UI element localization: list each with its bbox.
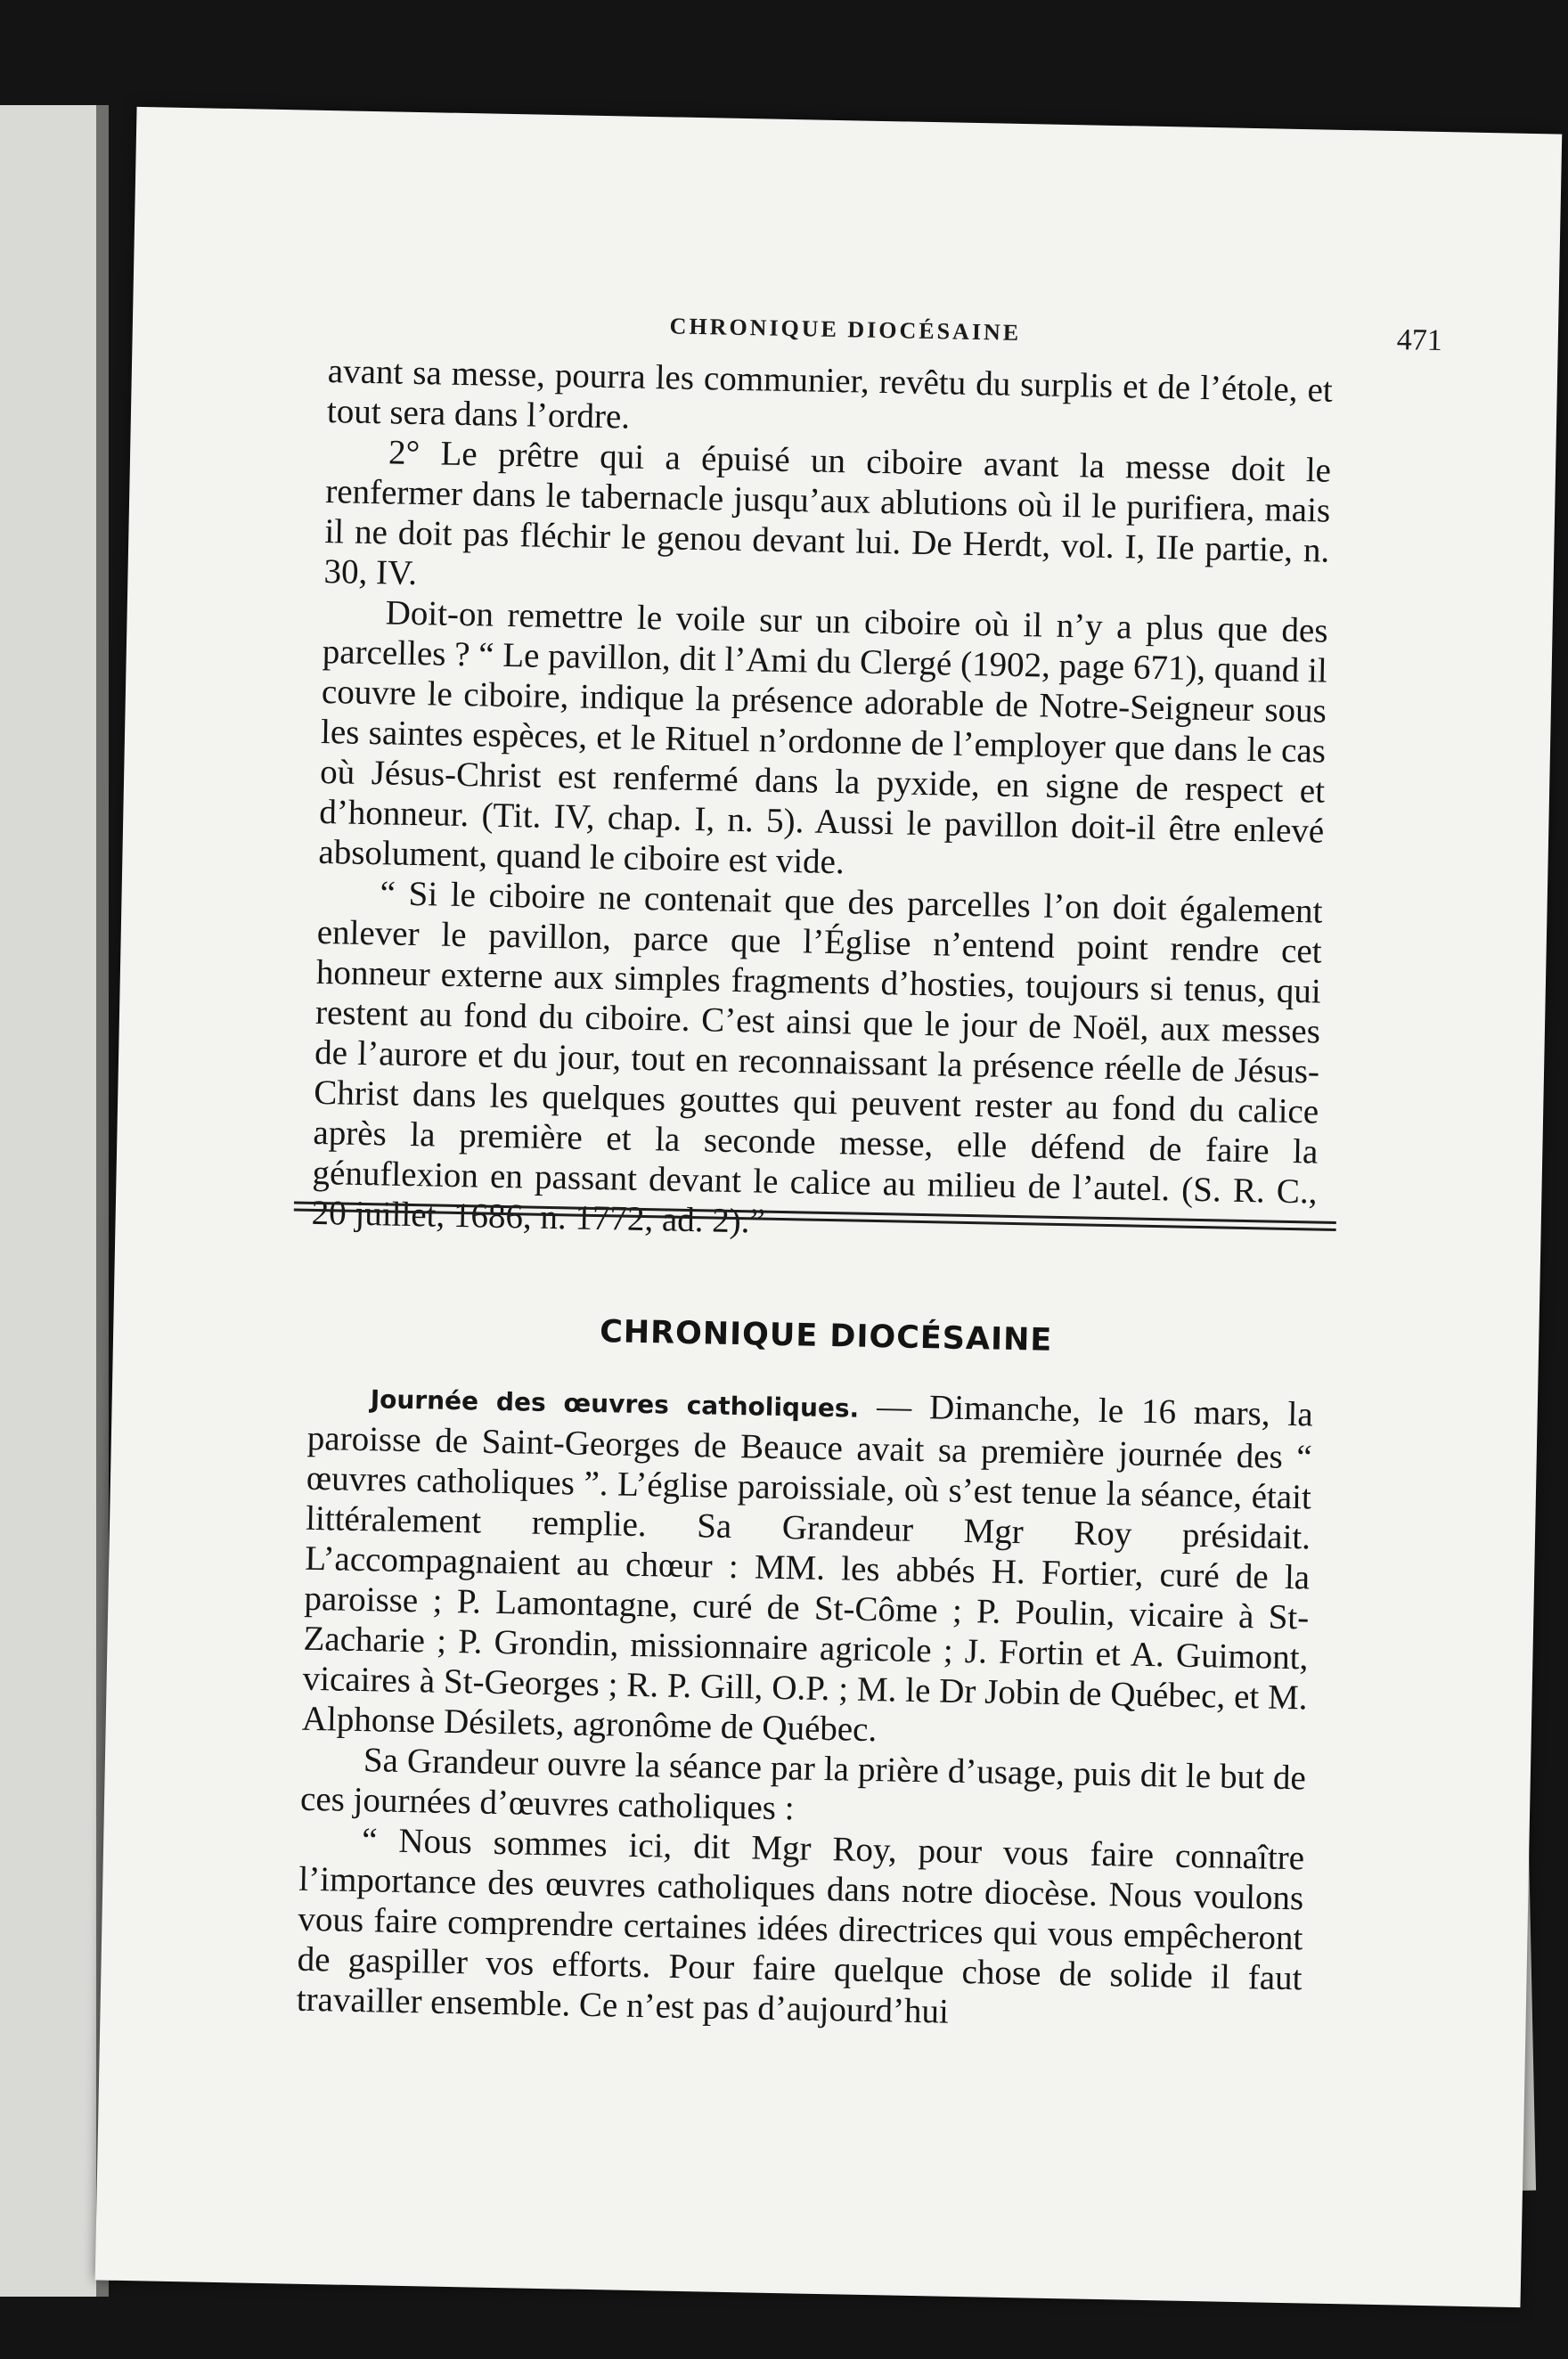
paragraph: avant sa messe, pourra les communier, revêtu du surplis et de l’étole, et tout sera dans l’ordre. (326, 352, 1334, 437)
paragraph: Sa Grandeur ouvre la séance par la prière d’usage, puis dit le but de ces journées d’œuvres catholiques : (299, 1741, 1307, 1828)
chronique-article (296, 1375, 1313, 2039)
paragraph: “ Nous sommes ici, dit Mgr Roy, pour vous faire connaître l’importance des œuvres catholiques dans notre diocèse. Nous voulons vous faire comprendre certaines idées directrices qui vous empêcheront de gaspiller vos efforts. Pour faire quelque chose de solide il faut travailler ensemble. Ce n’est pas d’aujourd’hui (296, 1821, 1305, 2031)
section-title: CHRONIQUE DIOCÉSAINE (599, 1314, 1053, 1359)
continued-article (311, 351, 1333, 1252)
book-page (95, 107, 1563, 2307)
run-in-heading: Journée des œuvres catholiques. (370, 1384, 860, 1424)
paragraph: 2° Le prêtre qui a épuisé un ciboire avant la messe doit le renfermer dans le tabernacle jusqu’aux ablutions où il le purifiera, mais il ne doit pas fléchir le genou devant lui. De Herdt, vol. I, IIe partie, n. 30, IV. (323, 433, 1332, 592)
left-page-edge (0, 105, 98, 2297)
paragraph (301, 1375, 1313, 1759)
page-number: 471 (1396, 323, 1443, 358)
paragraph: Doit-on remettre le voile sur un ciboire où il n’y a plus que des parcelles ? “ Le pavillon, dit l’Ami du Clergé (1902, page 671), quand il couvre le ciboire, indique la présence adorable de Notre-Seigneur sous les saintes espèces, et le Rituel n’ordonne de l’employer que dans le cas où Jésus-Christ est renfermé dans la pyxide, en signe de respect et d’honneur. (Tit. IV, chap. I, n. 5). Aussi le pavillon doit-il être enlevé absolument, quand le ciboire est vide. (318, 593, 1328, 882)
paragraph-text: — Dimanche, le 16 mars, la paroisse de Saint-Georges de Beauce avait sa première journée des “ œuvres catholiques ”. L’église paroissiale, où s’est tenue la séance, était littéralement remplie. Sa Grandeur Mgr Roy présidait. L’accompagnaient au chœur : MM. les abbés H. Fortier, curé de la paroisse ; P. Lamontagne, curé de St-Côme ; P. Poulin, vicaire à St-Zacharie ; P. Grondin, missionnaire agricole ; J. Fortin et A. Guimont, vicaires à St-Georges ; R. P. Gill, O.P. ; M. le Dr Jobin de Québec, et M. Alphonse Désilets, agronôme de Québec. (301, 1386, 1314, 1750)
running-head: CHRONIQUE DIOCÉSAINE (669, 313, 1022, 346)
paragraph: “ Si le ciboire ne contenait que des parcelles l’on doit également enlever le pavillon, parce que l’Église n’entend point rendre cet honneur externe aux simples fragments d’hosties, toujours si tenus, qui restent au fond du ciboire. C’est ainsi que le jour de Noël, aux messes de l’aurore et du jour, tout en reconnaissant la présence réelle de Jésus-Christ dans les quelques gouttes qui peuvent rester au fond du calice après la première et la seconde messe, elle défend de faire la génuflexion en passant devant le calice au milieu de l’autel. (S. R. C., 20 juillet, 1686, n. 1772, ad. 2).” (311, 874, 1323, 1241)
